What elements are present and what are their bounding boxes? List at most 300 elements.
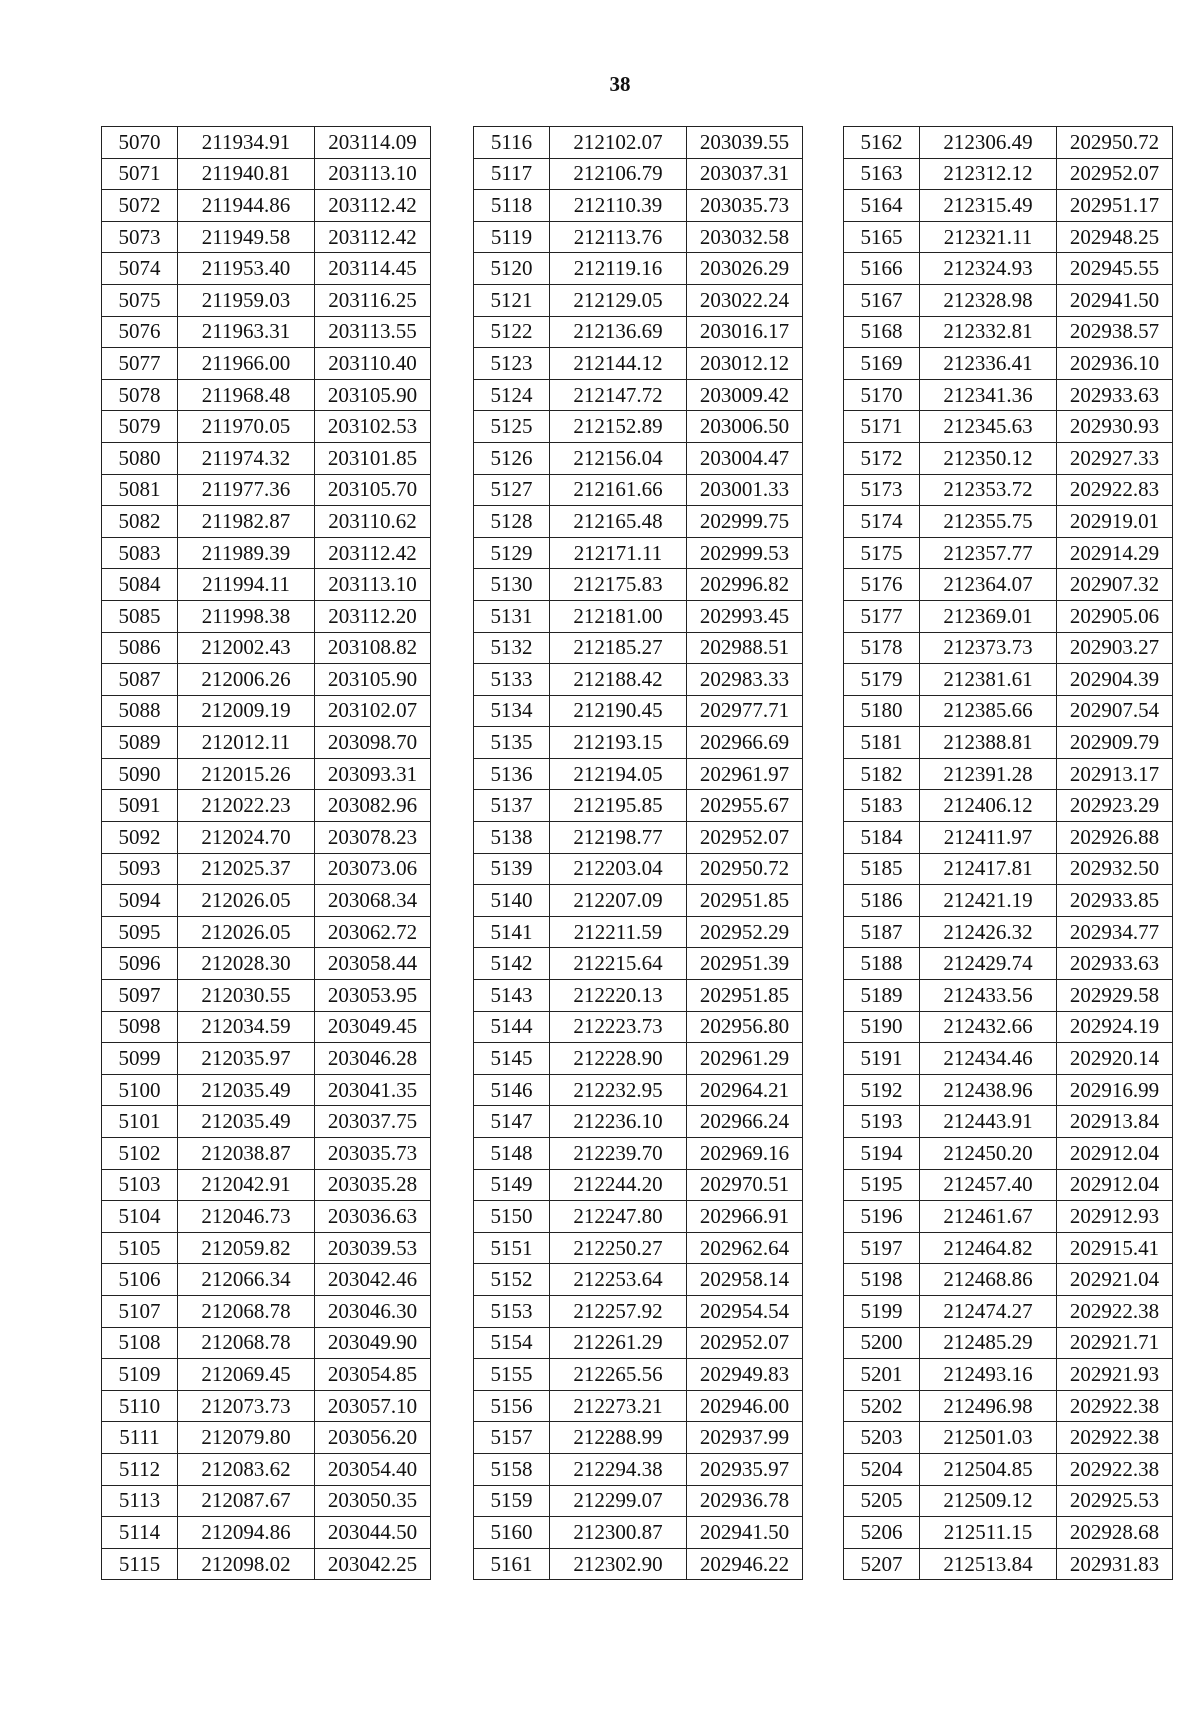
point-number-cell: 5130: [474, 569, 550, 601]
y-coordinate-cell: 203112.42: [315, 221, 431, 253]
x-coordinate-cell: 212236.10: [550, 1106, 687, 1138]
y-coordinate-cell: 202945.55: [1057, 253, 1173, 285]
x-coordinate-cell: 212002.43: [178, 632, 315, 664]
table-row: [474, 1232, 803, 1264]
point-number-cell: 5190: [844, 1011, 920, 1043]
x-coordinate-cell: 211953.40: [178, 253, 315, 285]
point-number-cell: 5181: [844, 727, 920, 759]
table-row: [474, 1264, 803, 1296]
point-number-cell: 5155: [474, 1359, 550, 1391]
x-coordinate-cell: 212136.69: [550, 316, 687, 348]
x-coordinate-cell: 211968.48: [178, 379, 315, 411]
table-row: [844, 442, 1173, 474]
table-row: [474, 885, 803, 917]
y-coordinate-cell: 202914.29: [1057, 537, 1173, 569]
y-coordinate-cell: 202952.07: [687, 1327, 803, 1359]
point-number-cell: 5071: [102, 158, 178, 190]
x-coordinate-cell: 212288.99: [550, 1422, 687, 1454]
x-coordinate-cell: 212443.91: [920, 1106, 1057, 1138]
x-coordinate-cell: 212353.72: [920, 474, 1057, 506]
table-row: [102, 190, 431, 222]
x-coordinate-cell: 212388.81: [920, 727, 1057, 759]
point-number-cell: 5137: [474, 790, 550, 822]
table-row: [102, 1453, 431, 1485]
table-row: [474, 379, 803, 411]
x-coordinate-cell: 211963.31: [178, 316, 315, 348]
y-coordinate-cell: 202916.99: [1057, 1074, 1173, 1106]
x-coordinate-cell: 212432.66: [920, 1011, 1057, 1043]
table-row: [474, 948, 803, 980]
y-coordinate-cell: 202961.29: [687, 1043, 803, 1075]
x-coordinate-cell: 212129.05: [550, 284, 687, 316]
point-number-cell: 5128: [474, 506, 550, 538]
y-coordinate-cell: 202949.83: [687, 1359, 803, 1391]
point-number-cell: 5095: [102, 916, 178, 948]
table-row: [102, 1548, 431, 1580]
point-number-cell: 5104: [102, 1201, 178, 1233]
point-number-cell: 5197: [844, 1232, 920, 1264]
y-coordinate-cell: 203035.73: [687, 190, 803, 222]
table-row: [102, 1295, 431, 1327]
y-coordinate-cell: 202969.16: [687, 1138, 803, 1170]
point-number-cell: 5082: [102, 506, 178, 538]
table-row: [844, 632, 1173, 664]
point-number-cell: 5122: [474, 316, 550, 348]
x-coordinate-cell: 212355.75: [920, 506, 1057, 538]
x-coordinate-cell: 212429.74: [920, 948, 1057, 980]
point-number-cell: 5094: [102, 885, 178, 917]
y-coordinate-cell: 203113.55: [315, 316, 431, 348]
table-row: [474, 284, 803, 316]
y-coordinate-cell: 202922.38: [1057, 1453, 1173, 1485]
point-number-cell: 5147: [474, 1106, 550, 1138]
x-coordinate-cell: 212026.05: [178, 885, 315, 917]
x-coordinate-cell: 212504.85: [920, 1453, 1057, 1485]
point-number-cell: 5100: [102, 1074, 178, 1106]
table-row: [102, 1043, 431, 1075]
x-coordinate-cell: 212417.81: [920, 853, 1057, 885]
x-coordinate-cell: 212357.77: [920, 537, 1057, 569]
table-row: [474, 758, 803, 790]
y-coordinate-cell: 203116.25: [315, 284, 431, 316]
x-coordinate-cell: 212381.61: [920, 664, 1057, 696]
table-row: [102, 1359, 431, 1391]
y-coordinate-cell: 203057.10: [315, 1390, 431, 1422]
x-coordinate-cell: 212345.63: [920, 411, 1057, 443]
y-coordinate-cell: 203082.96: [315, 790, 431, 822]
point-number-cell: 5199: [844, 1295, 920, 1327]
point-number-cell: 5096: [102, 948, 178, 980]
x-coordinate-cell: 212215.64: [550, 948, 687, 980]
x-coordinate-cell: 212083.62: [178, 1453, 315, 1485]
x-coordinate-cell: 212087.67: [178, 1485, 315, 1517]
table-row: [474, 600, 803, 632]
y-coordinate-cell: 202955.67: [687, 790, 803, 822]
y-coordinate-cell: 202921.71: [1057, 1327, 1173, 1359]
y-coordinate-cell: 203110.40: [315, 348, 431, 380]
point-number-cell: 5154: [474, 1327, 550, 1359]
x-coordinate-cell: 212461.67: [920, 1201, 1057, 1233]
table-row: [474, 221, 803, 253]
table-row: [102, 506, 431, 538]
y-coordinate-cell: 203114.45: [315, 253, 431, 285]
point-number-cell: 5145: [474, 1043, 550, 1075]
x-coordinate-cell: 212147.72: [550, 379, 687, 411]
x-coordinate-cell: 212411.97: [920, 822, 1057, 854]
x-coordinate-cell: 212493.16: [920, 1359, 1057, 1391]
table-row: [102, 1201, 431, 1233]
x-coordinate-cell: 212220.13: [550, 980, 687, 1012]
point-number-cell: 5076: [102, 316, 178, 348]
table-row: [474, 1106, 803, 1138]
point-number-cell: 5113: [102, 1485, 178, 1517]
table-row: [102, 253, 431, 285]
point-number-cell: 5085: [102, 600, 178, 632]
table-row: [102, 853, 431, 885]
table-row: [844, 1106, 1173, 1138]
y-coordinate-cell: 203032.58: [687, 221, 803, 253]
table-row: [844, 348, 1173, 380]
x-coordinate-cell: 211989.39: [178, 537, 315, 569]
table-row: [474, 727, 803, 759]
x-coordinate-cell: 212257.92: [550, 1295, 687, 1327]
x-coordinate-cell: 212098.02: [178, 1548, 315, 1580]
point-number-cell: 5204: [844, 1453, 920, 1485]
x-coordinate-cell: 212324.93: [920, 253, 1057, 285]
y-coordinate-cell: 202996.82: [687, 569, 803, 601]
point-number-cell: 5133: [474, 664, 550, 696]
x-coordinate-cell: 212028.30: [178, 948, 315, 980]
y-coordinate-cell: 202925.53: [1057, 1485, 1173, 1517]
y-coordinate-cell: 202922.38: [1057, 1422, 1173, 1454]
point-number-cell: 5196: [844, 1201, 920, 1233]
table-row: [102, 537, 431, 569]
x-coordinate-cell: 212190.45: [550, 695, 687, 727]
table-row: [844, 1011, 1173, 1043]
y-coordinate-cell: 202932.50: [1057, 853, 1173, 885]
x-coordinate-cell: 212025.37: [178, 853, 315, 885]
point-number-cell: 5115: [102, 1548, 178, 1580]
y-coordinate-cell: 203046.30: [315, 1295, 431, 1327]
point-number-cell: 5169: [844, 348, 920, 380]
x-coordinate-cell: 212181.00: [550, 600, 687, 632]
point-number-cell: 5143: [474, 980, 550, 1012]
y-coordinate-cell: 202924.19: [1057, 1011, 1173, 1043]
point-number-cell: 5168: [844, 316, 920, 348]
table-row: [102, 980, 431, 1012]
point-number-cell: 5116: [474, 127, 550, 159]
x-coordinate-cell: 211998.38: [178, 600, 315, 632]
point-number-cell: 5144: [474, 1011, 550, 1043]
x-coordinate-cell: 212350.12: [920, 442, 1057, 474]
y-coordinate-cell: 202927.33: [1057, 442, 1173, 474]
coordinate-table-1: [101, 126, 431, 1580]
x-coordinate-cell: 212175.83: [550, 569, 687, 601]
point-number-cell: 5129: [474, 537, 550, 569]
x-coordinate-cell: 212144.12: [550, 348, 687, 380]
y-coordinate-cell: 202904.39: [1057, 664, 1173, 696]
point-number-cell: 5182: [844, 758, 920, 790]
y-coordinate-cell: 203026.29: [687, 253, 803, 285]
table-row: [102, 569, 431, 601]
y-coordinate-cell: 202915.41: [1057, 1232, 1173, 1264]
y-coordinate-cell: 203102.07: [315, 695, 431, 727]
y-coordinate-cell: 203049.90: [315, 1327, 431, 1359]
x-coordinate-cell: 212198.77: [550, 822, 687, 854]
y-coordinate-cell: 202934.77: [1057, 916, 1173, 948]
point-number-cell: 5151: [474, 1232, 550, 1264]
y-coordinate-cell: 202912.04: [1057, 1138, 1173, 1170]
y-coordinate-cell: 202923.29: [1057, 790, 1173, 822]
point-number-cell: 5148: [474, 1138, 550, 1170]
point-number-cell: 5101: [102, 1106, 178, 1138]
x-coordinate-cell: 212457.40: [920, 1169, 1057, 1201]
y-coordinate-cell: 202951.17: [1057, 190, 1173, 222]
x-coordinate-cell: 212015.26: [178, 758, 315, 790]
point-number-cell: 5087: [102, 664, 178, 696]
point-number-cell: 5201: [844, 1359, 920, 1391]
x-coordinate-cell: 212156.04: [550, 442, 687, 474]
y-coordinate-cell: 202966.91: [687, 1201, 803, 1233]
table-row: [102, 695, 431, 727]
x-coordinate-cell: 212501.03: [920, 1422, 1057, 1454]
y-coordinate-cell: 202951.85: [687, 885, 803, 917]
table-row: [844, 411, 1173, 443]
point-number-cell: 5080: [102, 442, 178, 474]
y-coordinate-cell: 203068.34: [315, 885, 431, 917]
y-coordinate-cell: 203054.40: [315, 1453, 431, 1485]
x-coordinate-cell: 212385.66: [920, 695, 1057, 727]
point-number-cell: 5140: [474, 885, 550, 917]
point-number-cell: 5086: [102, 632, 178, 664]
table-row: [844, 1264, 1173, 1296]
table-row: [844, 569, 1173, 601]
y-coordinate-cell: 203004.47: [687, 442, 803, 474]
x-coordinate-cell: 212152.89: [550, 411, 687, 443]
y-coordinate-cell: 203042.46: [315, 1264, 431, 1296]
y-coordinate-cell: 203022.24: [687, 284, 803, 316]
table-row: [844, 664, 1173, 696]
point-number-cell: 5150: [474, 1201, 550, 1233]
y-coordinate-cell: 202933.63: [1057, 948, 1173, 980]
point-number-cell: 5097: [102, 980, 178, 1012]
point-number-cell: 5178: [844, 632, 920, 664]
table-row: [102, 158, 431, 190]
x-coordinate-cell: 212474.27: [920, 1295, 1057, 1327]
x-coordinate-cell: 212244.20: [550, 1169, 687, 1201]
x-coordinate-cell: 212034.59: [178, 1011, 315, 1043]
y-coordinate-cell: 203102.53: [315, 411, 431, 443]
x-coordinate-cell: 212332.81: [920, 316, 1057, 348]
x-coordinate-cell: 212306.49: [920, 127, 1057, 159]
table-row: [474, 695, 803, 727]
point-number-cell: 5111: [102, 1422, 178, 1454]
x-coordinate-cell: 212035.97: [178, 1043, 315, 1075]
table-row: [474, 1327, 803, 1359]
point-number-cell: 5188: [844, 948, 920, 980]
x-coordinate-cell: 212068.78: [178, 1327, 315, 1359]
point-number-cell: 5185: [844, 853, 920, 885]
table-row: [474, 1453, 803, 1485]
x-coordinate-cell: 212239.70: [550, 1138, 687, 1170]
y-coordinate-cell: 202912.04: [1057, 1169, 1173, 1201]
y-coordinate-cell: 202909.79: [1057, 727, 1173, 759]
table-row: [474, 916, 803, 948]
y-coordinate-cell: 203113.10: [315, 158, 431, 190]
table-row: [474, 1548, 803, 1580]
y-coordinate-cell: 202937.99: [687, 1422, 803, 1454]
x-coordinate-cell: 212426.32: [920, 916, 1057, 948]
x-coordinate-cell: 212102.07: [550, 127, 687, 159]
table-row: [102, 284, 431, 316]
table-row: [474, 474, 803, 506]
table-row: [474, 348, 803, 380]
y-coordinate-cell: 203009.42: [687, 379, 803, 411]
x-coordinate-cell: 212165.48: [550, 506, 687, 538]
table-row: [474, 506, 803, 538]
point-number-cell: 5157: [474, 1422, 550, 1454]
table-row: [474, 1074, 803, 1106]
table-row: [474, 1169, 803, 1201]
table-row: [474, 1043, 803, 1075]
x-coordinate-cell: 212300.87: [550, 1517, 687, 1549]
table-row: [844, 158, 1173, 190]
x-coordinate-cell: 211977.36: [178, 474, 315, 506]
point-number-cell: 5126: [474, 442, 550, 474]
table-row: [474, 1201, 803, 1233]
y-coordinate-cell: 202951.85: [687, 980, 803, 1012]
point-number-cell: 5189: [844, 980, 920, 1012]
point-number-cell: 5152: [474, 1264, 550, 1296]
y-coordinate-cell: 203049.45: [315, 1011, 431, 1043]
table-row: [844, 1138, 1173, 1170]
x-coordinate-cell: 212223.73: [550, 1011, 687, 1043]
point-number-cell: 5163: [844, 158, 920, 190]
point-number-cell: 5146: [474, 1074, 550, 1106]
table-row: [102, 379, 431, 411]
table-row: [102, 600, 431, 632]
x-coordinate-cell: 212228.90: [550, 1043, 687, 1075]
table-row: [102, 442, 431, 474]
point-number-cell: 5083: [102, 537, 178, 569]
table-row: [844, 127, 1173, 159]
y-coordinate-cell: 202920.14: [1057, 1043, 1173, 1075]
y-coordinate-cell: 203035.28: [315, 1169, 431, 1201]
x-coordinate-cell: 212464.82: [920, 1232, 1057, 1264]
point-number-cell: 5117: [474, 158, 550, 190]
table-row: [474, 190, 803, 222]
y-coordinate-cell: 202926.88: [1057, 822, 1173, 854]
point-number-cell: 5078: [102, 379, 178, 411]
y-coordinate-cell: 202913.17: [1057, 758, 1173, 790]
y-coordinate-cell: 202913.84: [1057, 1106, 1173, 1138]
x-coordinate-cell: 212509.12: [920, 1485, 1057, 1517]
point-number-cell: 5098: [102, 1011, 178, 1043]
point-number-cell: 5167: [844, 284, 920, 316]
y-coordinate-cell: 202956.80: [687, 1011, 803, 1043]
table-row: [102, 221, 431, 253]
table-row: [844, 190, 1173, 222]
table-row: [474, 1011, 803, 1043]
x-coordinate-cell: 212421.19: [920, 885, 1057, 917]
table-row: [474, 1295, 803, 1327]
y-coordinate-cell: 202952.29: [687, 916, 803, 948]
table-row: [102, 316, 431, 348]
y-coordinate-cell: 202946.22: [687, 1548, 803, 1580]
y-coordinate-cell: 203050.35: [315, 1485, 431, 1517]
table-row: [844, 253, 1173, 285]
point-number-cell: 5192: [844, 1074, 920, 1106]
table-row: [102, 664, 431, 696]
y-coordinate-cell: 202938.57: [1057, 316, 1173, 348]
y-coordinate-cell: 203108.82: [315, 632, 431, 664]
point-number-cell: 5125: [474, 411, 550, 443]
table-row: [102, 1169, 431, 1201]
point-number-cell: 5159: [474, 1485, 550, 1517]
x-coordinate-cell: 212006.26: [178, 664, 315, 696]
y-coordinate-cell: 203035.73: [315, 1138, 431, 1170]
x-coordinate-cell: 212079.80: [178, 1422, 315, 1454]
point-number-cell: 5198: [844, 1264, 920, 1296]
point-number-cell: 5142: [474, 948, 550, 980]
y-coordinate-cell: 203112.42: [315, 537, 431, 569]
point-number-cell: 5120: [474, 253, 550, 285]
y-coordinate-cell: 202941.50: [687, 1517, 803, 1549]
point-number-cell: 5099: [102, 1043, 178, 1075]
x-coordinate-cell: 211982.87: [178, 506, 315, 538]
y-coordinate-cell: 203110.62: [315, 506, 431, 538]
table-row: [844, 885, 1173, 917]
y-coordinate-cell: 202921.04: [1057, 1264, 1173, 1296]
point-number-cell: 5200: [844, 1327, 920, 1359]
x-coordinate-cell: 212321.11: [920, 221, 1057, 253]
point-number-cell: 5205: [844, 1485, 920, 1517]
table-row: [474, 537, 803, 569]
table-row: [474, 790, 803, 822]
x-coordinate-cell: 212299.07: [550, 1485, 687, 1517]
y-coordinate-cell: 203053.95: [315, 980, 431, 1012]
x-coordinate-cell: 212211.59: [550, 916, 687, 948]
x-coordinate-cell: 212161.66: [550, 474, 687, 506]
y-coordinate-cell: 202983.33: [687, 664, 803, 696]
y-coordinate-cell: 203062.72: [315, 916, 431, 948]
table-row: [844, 600, 1173, 632]
y-coordinate-cell: 202907.54: [1057, 695, 1173, 727]
x-coordinate-cell: 212406.12: [920, 790, 1057, 822]
point-number-cell: 5134: [474, 695, 550, 727]
y-coordinate-cell: 203112.42: [315, 190, 431, 222]
point-number-cell: 5187: [844, 916, 920, 948]
y-coordinate-cell: 202948.25: [1057, 221, 1173, 253]
point-number-cell: 5091: [102, 790, 178, 822]
table-row: [844, 1232, 1173, 1264]
y-coordinate-cell: 202961.97: [687, 758, 803, 790]
point-number-cell: 5092: [102, 822, 178, 854]
x-coordinate-cell: 212312.12: [920, 158, 1057, 190]
table-row: [844, 1517, 1173, 1549]
y-coordinate-cell: 202935.97: [687, 1453, 803, 1485]
table-row: [474, 980, 803, 1012]
table-row: [474, 569, 803, 601]
x-coordinate-cell: 212194.05: [550, 758, 687, 790]
point-number-cell: 5149: [474, 1169, 550, 1201]
x-coordinate-cell: 212042.91: [178, 1169, 315, 1201]
y-coordinate-cell: 203036.63: [315, 1201, 431, 1233]
point-number-cell: 5175: [844, 537, 920, 569]
table-row: [844, 1295, 1173, 1327]
y-coordinate-cell: 203037.31: [687, 158, 803, 190]
x-coordinate-cell: 212369.01: [920, 600, 1057, 632]
